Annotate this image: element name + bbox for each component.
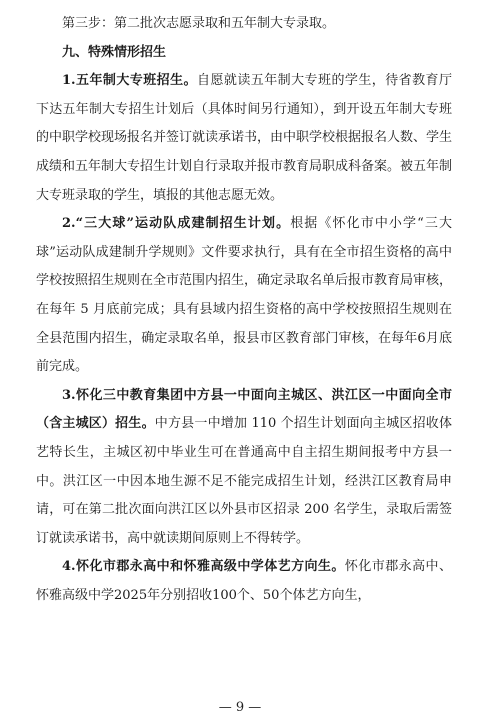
- item-3-lead: 3.怀化三中教育集团中方县一中面向主城区、洪江区一中面向全市（含主城区）招生。: [36, 387, 452, 432]
- item-1-body: 自愿就读五年制大专班的学生，待省教育厅下达五年制大专招生计划后（具体时间另行通知），到开设五年制大专班的中职学校现场报名并签订就读承诺书，由中职学校根据报名人数、学生成绩和五年制大专招生计划自行录取并报市教育局职成科备案。被五年制大专班录取的学生，填报的其他志愿无效。: [36, 73, 453, 203]
- item-4-body: 怀化市郡永高中、怀雅高级中学2025年分别招收100个、50个体艺方向生，: [36, 559, 452, 603]
- item-4-paragraph: [36, 553, 452, 610]
- item-2-paragraph: [36, 210, 452, 382]
- item-4-lead: 4.怀化市郡永高中和怀雅高级中学体艺方向生。: [62, 559, 345, 575]
- item-3-paragraph: [36, 382, 452, 554]
- page-number: — 9 —: [218, 700, 262, 715]
- item-2-body: 根据《怀化市中小学“三大球”运动队成建制升学规则》文件要求执行，具有在全市招生资格的高中学校按照招生规则在全市范围内招生，确定录取名单后报市教育局审核，在每年 5 月底前完成；具有县域内招生资格的高中学校按照招生规则在全县范围内招生，确定录取名单，报县市区教育部门审核，在每年6月底前完成。: [36, 216, 453, 375]
- step-three-text: 第三步：第二批次志愿录取和五年制大专录取。: [62, 16, 336, 31]
- item-1-lead: 1.五年制大专班招生。: [62, 73, 198, 89]
- item-3-body: 中方县一中增加 110 个招生计划面向主城区招收体艺特长生，主城区初中毕业生可在普通高中自主招生期间报考中方县一中。洪江区一中因本地生源不足不能完成招生计划，经洪江区教育局申请，可在第二批次面向洪江区以外县市区招录 200 名学生，录取后需签订就读承诺书，高中就读期间原则上不得转学。: [36, 416, 452, 546]
- item-2-lead: 2.“三大球”运动队成建制招生计划。: [62, 216, 291, 232]
- item-1-paragraph: [36, 67, 452, 210]
- section-heading: 九、特殊情形招生: [62, 44, 167, 60]
